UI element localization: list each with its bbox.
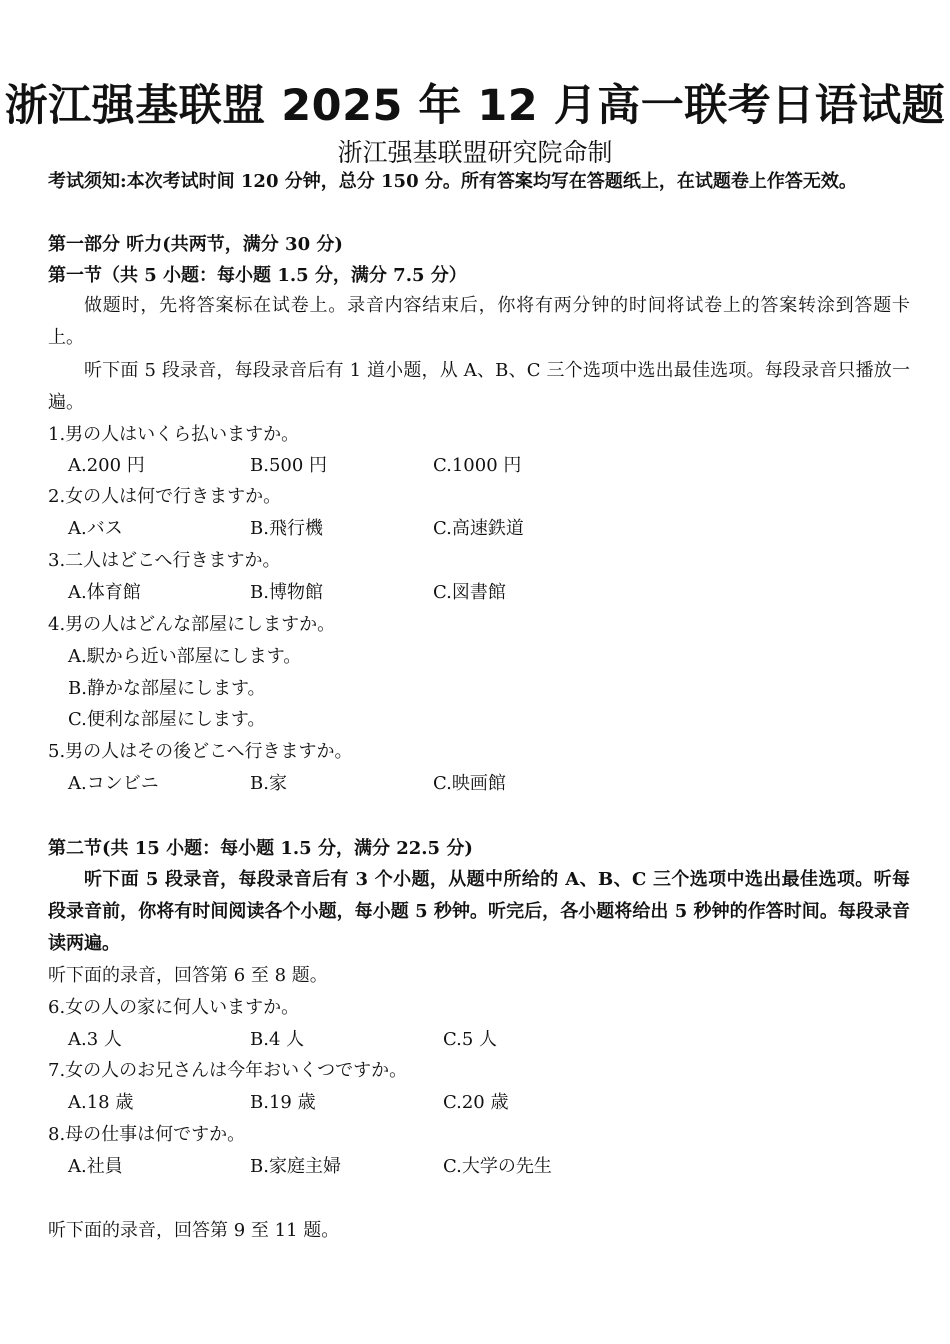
group1-intro: 听下面的录音，回答第 6 至 8 题。 [48,965,328,986]
section2-instruction: 听下面 5 段录音，每段录音后有 3 个小题，从题中所给的 A、B、C 三个选项中选出最佳选项。听每段录音前，你将有时间阅读各个小题，每小题 5 秒钟。听完后，各小题将给出 5 秒钟的作答时间。每段录音读两遍。 [48,869,910,954]
page-subtitle: 浙江强基联盟研究院命制 [337,138,613,167]
q4-option-a: A.駅から近い部屋にします。 [68,646,302,667]
question-2: 2.女の人は何で行きますか。 [48,486,282,507]
q6-option-a: A.3 人 [68,1029,122,1050]
q8-option-c: C.大学の先生 [443,1156,552,1177]
q8-option-a: A.社員 [68,1156,123,1177]
q5-option-b: B.家 [250,773,287,794]
page-title: 浙江强基联盟 2025 年 12 月高一联考日语试题 [4,81,946,131]
q2-option-c: C.高速鉄道 [433,518,524,539]
section1-heading: 第一节（共 5 小题：每小题 1.5 分，满分 7.5 分） [48,265,467,286]
q1-option-b: B.500 円 [250,455,328,476]
q6-option-b: B.4 人 [250,1029,305,1050]
question-6: 6.女の人の家に何人いますか。 [48,997,300,1018]
q2-option-b: B.飛行機 [250,518,323,539]
q5-option-c: C.映画館 [433,773,506,794]
q7-option-a: A.18 歳 [68,1092,134,1113]
section2-heading: 第二节(共 15 小题：每小题 1.5 分，满分 22.5 分) [48,838,473,859]
q4-option-b: B.静かな部屋にします。 [68,678,266,699]
group2-intro: 听下面的录音，回答第 9 至 11 题。 [48,1220,340,1241]
question-1: 1.男の人はいくら払いますか。 [48,424,300,445]
question-3: 3.二人はどこへ行きますか。 [48,550,281,571]
q3-option-a: A.体育館 [68,582,141,603]
q8-option-b: B.家庭主婦 [250,1156,341,1177]
q5-option-a: A.コンビニ [68,773,159,794]
section1-instruction-2: 听下面 5 段录音，每段录音后有 1 道小题，从 A、B、C 三个选项中选出最佳选项。每段录音只播放一遍。 [48,360,910,413]
q1-option-a: A.200 円 [68,455,145,476]
question-5: 5.男の人はその後どこへ行きますか。 [48,741,353,762]
question-8: 8.母の仕事は何ですか。 [48,1124,246,1145]
part1-heading: 第一部分 听力(共两节，满分 30 分) [48,234,343,255]
section1-instruction-1: 做题时，先将答案标在试卷上。录音内容结束后，你将有两分钟的时间将试卷上的答案转涂到答题卡上。 [48,295,910,348]
question-4: 4.男の人はどんな部屋にしますか。 [48,614,336,635]
question-7: 7.女の人のお兄さんは今年おいくつですか。 [48,1060,408,1081]
q6-option-c: C.5 人 [443,1029,498,1050]
q4-option-c: C.便利な部屋にします。 [68,709,266,730]
q7-option-b: B.19 歳 [250,1092,316,1113]
q7-option-c: C.20 歳 [443,1092,509,1113]
q1-option-c: C.1000 円 [433,455,522,476]
q3-option-b: B.博物館 [250,582,323,603]
exam-notice: 考试须知:本次考试时间 120 分钟，总分 150 分。所有答案均写在答题纸上，在试题卷上作答无效。 [48,171,857,192]
q3-option-c: C.図書館 [433,582,506,603]
q2-option-a: A.バス [68,518,123,539]
